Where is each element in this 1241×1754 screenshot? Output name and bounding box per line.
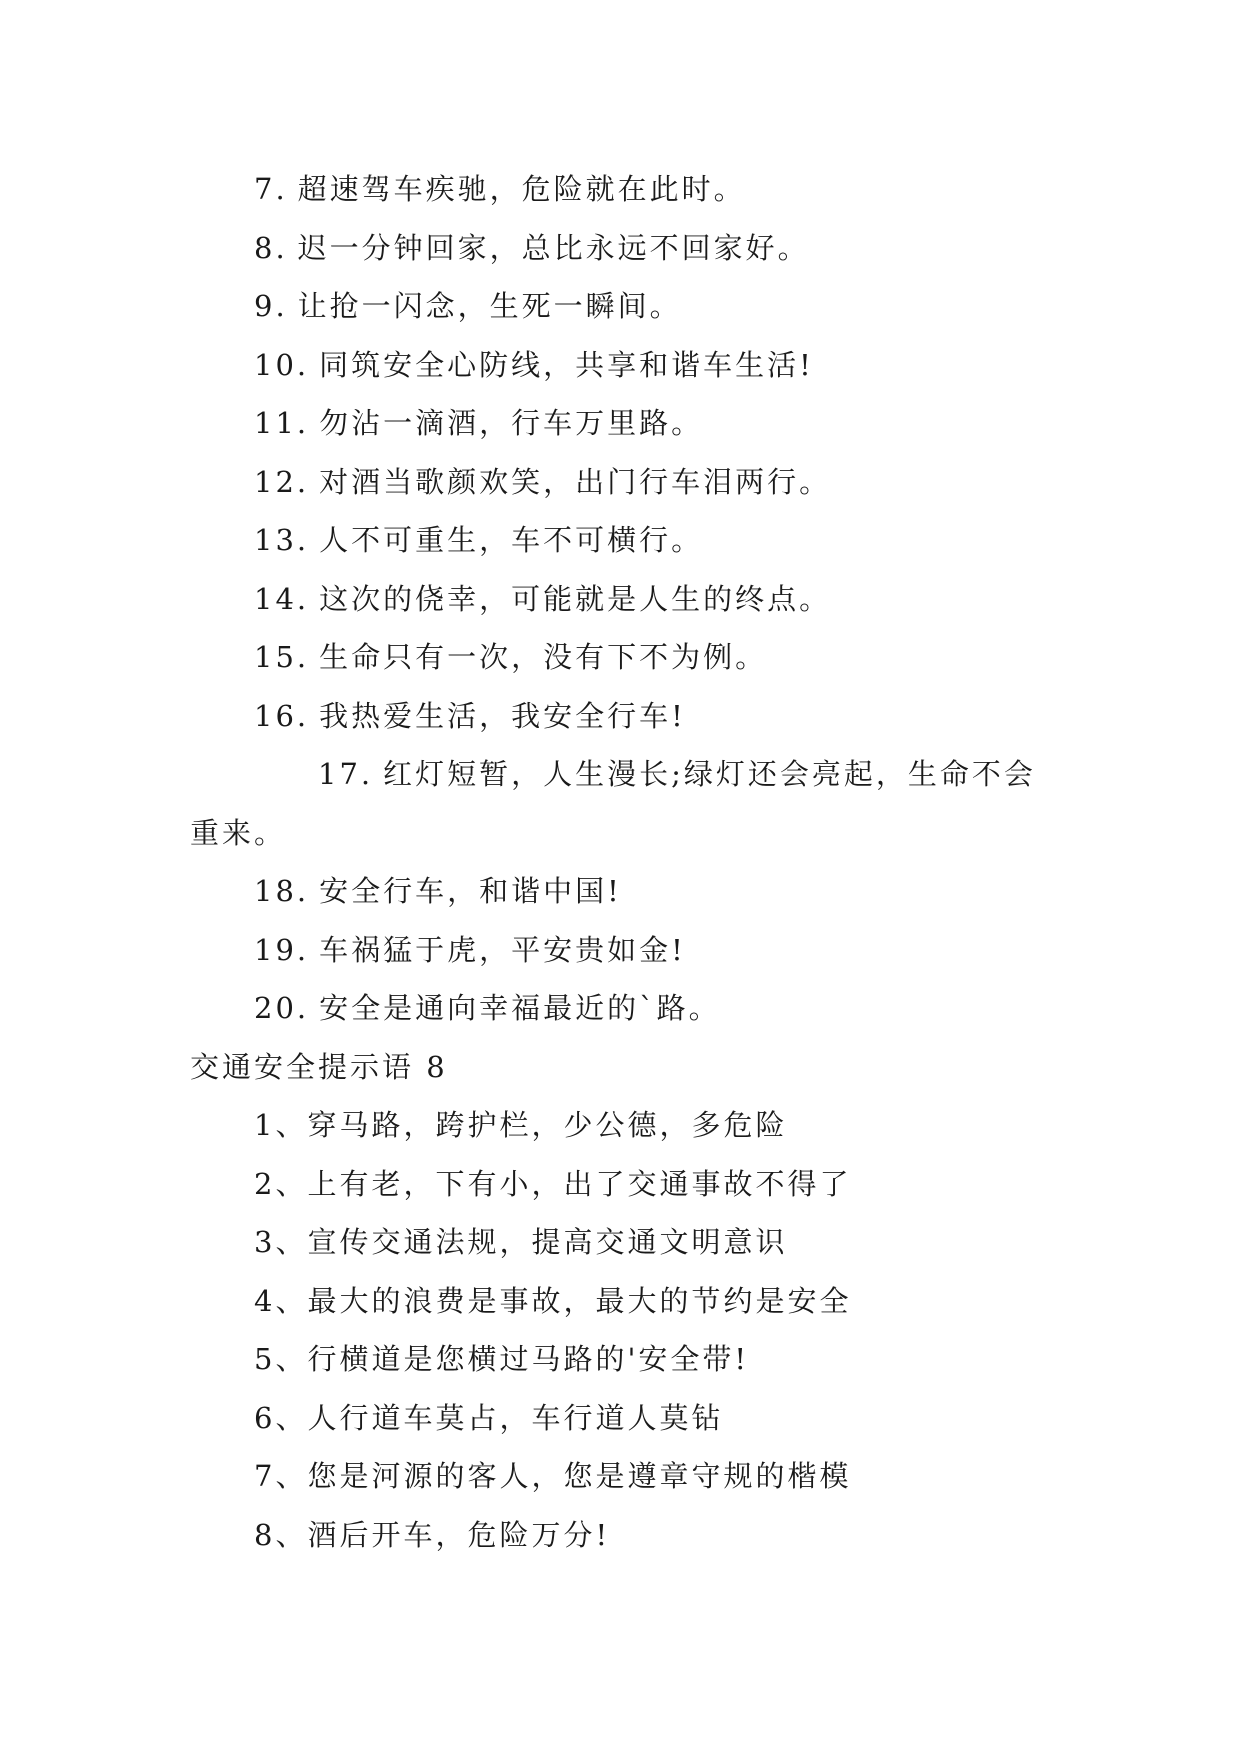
- item-text: 人不可重生，车不可横行。: [319, 523, 704, 557]
- item-text: 酒后开车，危险万分!: [307, 1517, 611, 1552]
- item-text: 宣传交通法规，提高交通文明意识: [307, 1225, 788, 1259]
- item-number: 7.: [254, 172, 288, 206]
- item-number: 13.: [254, 523, 310, 557]
- list-item: [190, 1447, 1050, 1506]
- item-number: 19.: [254, 932, 310, 967]
- item-text: 行横道是您横过马路的'安全带!: [307, 1342, 750, 1376]
- item-number: 15.: [254, 640, 310, 674]
- item-number: 8、: [254, 1517, 308, 1552]
- item-number: 5、: [254, 1342, 308, 1376]
- item-number: 14.: [254, 581, 310, 616]
- item-text: 让抢一闪念，生死一瞬间。: [297, 289, 682, 323]
- list-item: [190, 219, 1050, 278]
- item-number: 7、: [254, 1459, 308, 1493]
- list-item: [190, 511, 1050, 570]
- item-text: 人行道车莫占，车行道人莫钻: [307, 1400, 724, 1435]
- item-text: 同筑安全心防线，共享和谐车生活!: [319, 347, 814, 382]
- list-item: [190, 687, 1050, 746]
- item-text: 车祸猛于虎，平安贵如金!: [319, 932, 686, 967]
- item-number: 18.: [254, 874, 310, 908]
- list-item: [190, 921, 1050, 980]
- list-item: [190, 1330, 1050, 1389]
- item-number: 11.: [254, 406, 310, 440]
- list-item: [190, 1506, 1050, 1565]
- section-heading: 交通安全提示语 8: [190, 1049, 448, 1084]
- item-number: 8.: [254, 230, 288, 265]
- list-item: [190, 570, 1050, 629]
- list-item: [190, 1155, 1050, 1214]
- item-number: 2、: [254, 1166, 308, 1201]
- list-item: [190, 277, 1050, 336]
- list-item: [190, 745, 1050, 862]
- list-item: [190, 1213, 1050, 1272]
- item-text: 上有老，下有小，出了交通事故不得了: [307, 1166, 852, 1201]
- item-number: 16.: [254, 698, 310, 733]
- list-item: [190, 394, 1050, 453]
- list-item: [190, 453, 1050, 512]
- item-text: 迟一分钟回家，总比永远不回家好。: [297, 230, 810, 265]
- list-item: [190, 1096, 1050, 1155]
- item-number: 1、: [254, 1108, 308, 1142]
- list-item: [190, 1272, 1050, 1331]
- item-text: 您是河源的客人，您是遵章守规的楷模: [307, 1459, 852, 1493]
- item-text: 红灯短暂，人生漫长;绿灯还会亮起，生命不会重来。: [190, 757, 1036, 850]
- item-number: 6、: [254, 1400, 308, 1435]
- item-text: 超速驾车疾驰，危险就在此时。: [297, 172, 746, 206]
- item-number: 10.: [254, 347, 310, 382]
- item-text: 对酒当歌颜欢笑，出门行车泪两行。: [319, 464, 832, 499]
- item-number: 9.: [254, 289, 288, 323]
- list-item: [190, 979, 1050, 1038]
- list-item: [190, 160, 1050, 219]
- item-number: 3、: [254, 1225, 308, 1259]
- list-item: [190, 336, 1050, 395]
- list-item: [190, 862, 1050, 921]
- item-number: 17.: [318, 757, 374, 791]
- item-text: 安全行车，和谐中国!: [319, 874, 622, 908]
- item-text: 安全是通向幸福最近的`路。: [319, 991, 721, 1025]
- item-text: 最大的浪费是事故，最大的节约是安全: [307, 1283, 852, 1318]
- item-text: 这次的侥幸，可能就是人生的终点。: [319, 581, 832, 616]
- list-item: [190, 1389, 1050, 1448]
- item-number: 4、: [254, 1283, 308, 1318]
- document-body: [190, 160, 1050, 1564]
- item-text: 勿沾一滴酒，行车万里路。: [319, 406, 704, 440]
- item-number: 20.: [254, 991, 310, 1025]
- list-item: [190, 628, 1050, 687]
- item-text: 穿马路，跨护栏，少公德，多危险: [307, 1108, 788, 1142]
- item-text: 生命只有一次，没有下不为例。: [319, 640, 768, 674]
- item-text: 我热爱生活，我安全行车!: [319, 698, 686, 733]
- item-number: 12.: [254, 464, 310, 499]
